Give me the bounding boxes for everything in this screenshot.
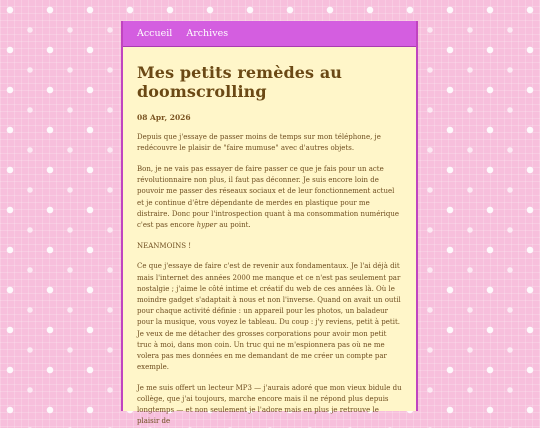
paragraph-2-text-b: au point. [217, 220, 251, 229]
post-paragraph-1: Depuis que j'essaye de passer moins de temps sur mon téléphone, je redécouvre le plaisir de "faire mumuse" avec d'autres objets. [137, 133, 381, 153]
blog-page [121, 21, 418, 426]
nav-link-home[interactable]: Accueil [137, 28, 173, 39]
post-paragraph-3: NEANMOINS ! [137, 241, 192, 250]
paragraph-2-text-a: Bon, je ne vais pas essayer de faire passer ce que je fais pour un acte révolutionnaire non plus, il faut pas déconner. Je suis encore loin de pouvoir me passer des réseaux sociaux et de leur fonctionnement actuel et je continue d'être dépendante de merdes en plastique pour me distraire. Donc pour l'introspection quant à ma consommation numérique c'est pas encore [137, 164, 400, 229]
post-paragraph-2 [137, 164, 402, 231]
nav-link-archives[interactable]: Archives [186, 28, 229, 39]
post-paragraph-4: Ce que j'essaye de faire c'est de revenir aux fondamentaux. Je l'ai déjà dit mais l'internet des années 2000 me manque et ce n'est pas seulement par nostalgie ; j'aime le côté intime et créatif du web de ces années là. Où le moindre gadget s'adaptait à nous et non l'inverse. Quand on avait un outil pour chaque activité définie : un appareil pour les photos, un baladeur pour la musique, vous voyez le tableau. Du coup : j'y reviens, petit à petit. Je veux de me détacher des grosses corporations pour avoir mon petit truc à moi, dans mon coin. Un truc qui ne m'espionnera pas où ne me volera pas mes données en me demandant de me créer un compte par exemple. [137, 262, 401, 372]
post-content [123, 47, 416, 428]
top-nav [123, 21, 416, 47]
post-title: Mes petits remèdes au doomscrolling [137, 63, 343, 101]
post-paragraph-5: Je me suis offert un lecteur MP3 — j'aurais adoré que mon vieux bidule du collège, que j'ai toujours, marche encore mais il ne répond plus depuis longtemps — et non seulement je l'adore mais en plus je retrouve le plaisir de [137, 383, 402, 426]
paragraph-2-emphasis: hyper [196, 220, 218, 229]
post-date: 08 Apr, 2026 [137, 113, 191, 122]
